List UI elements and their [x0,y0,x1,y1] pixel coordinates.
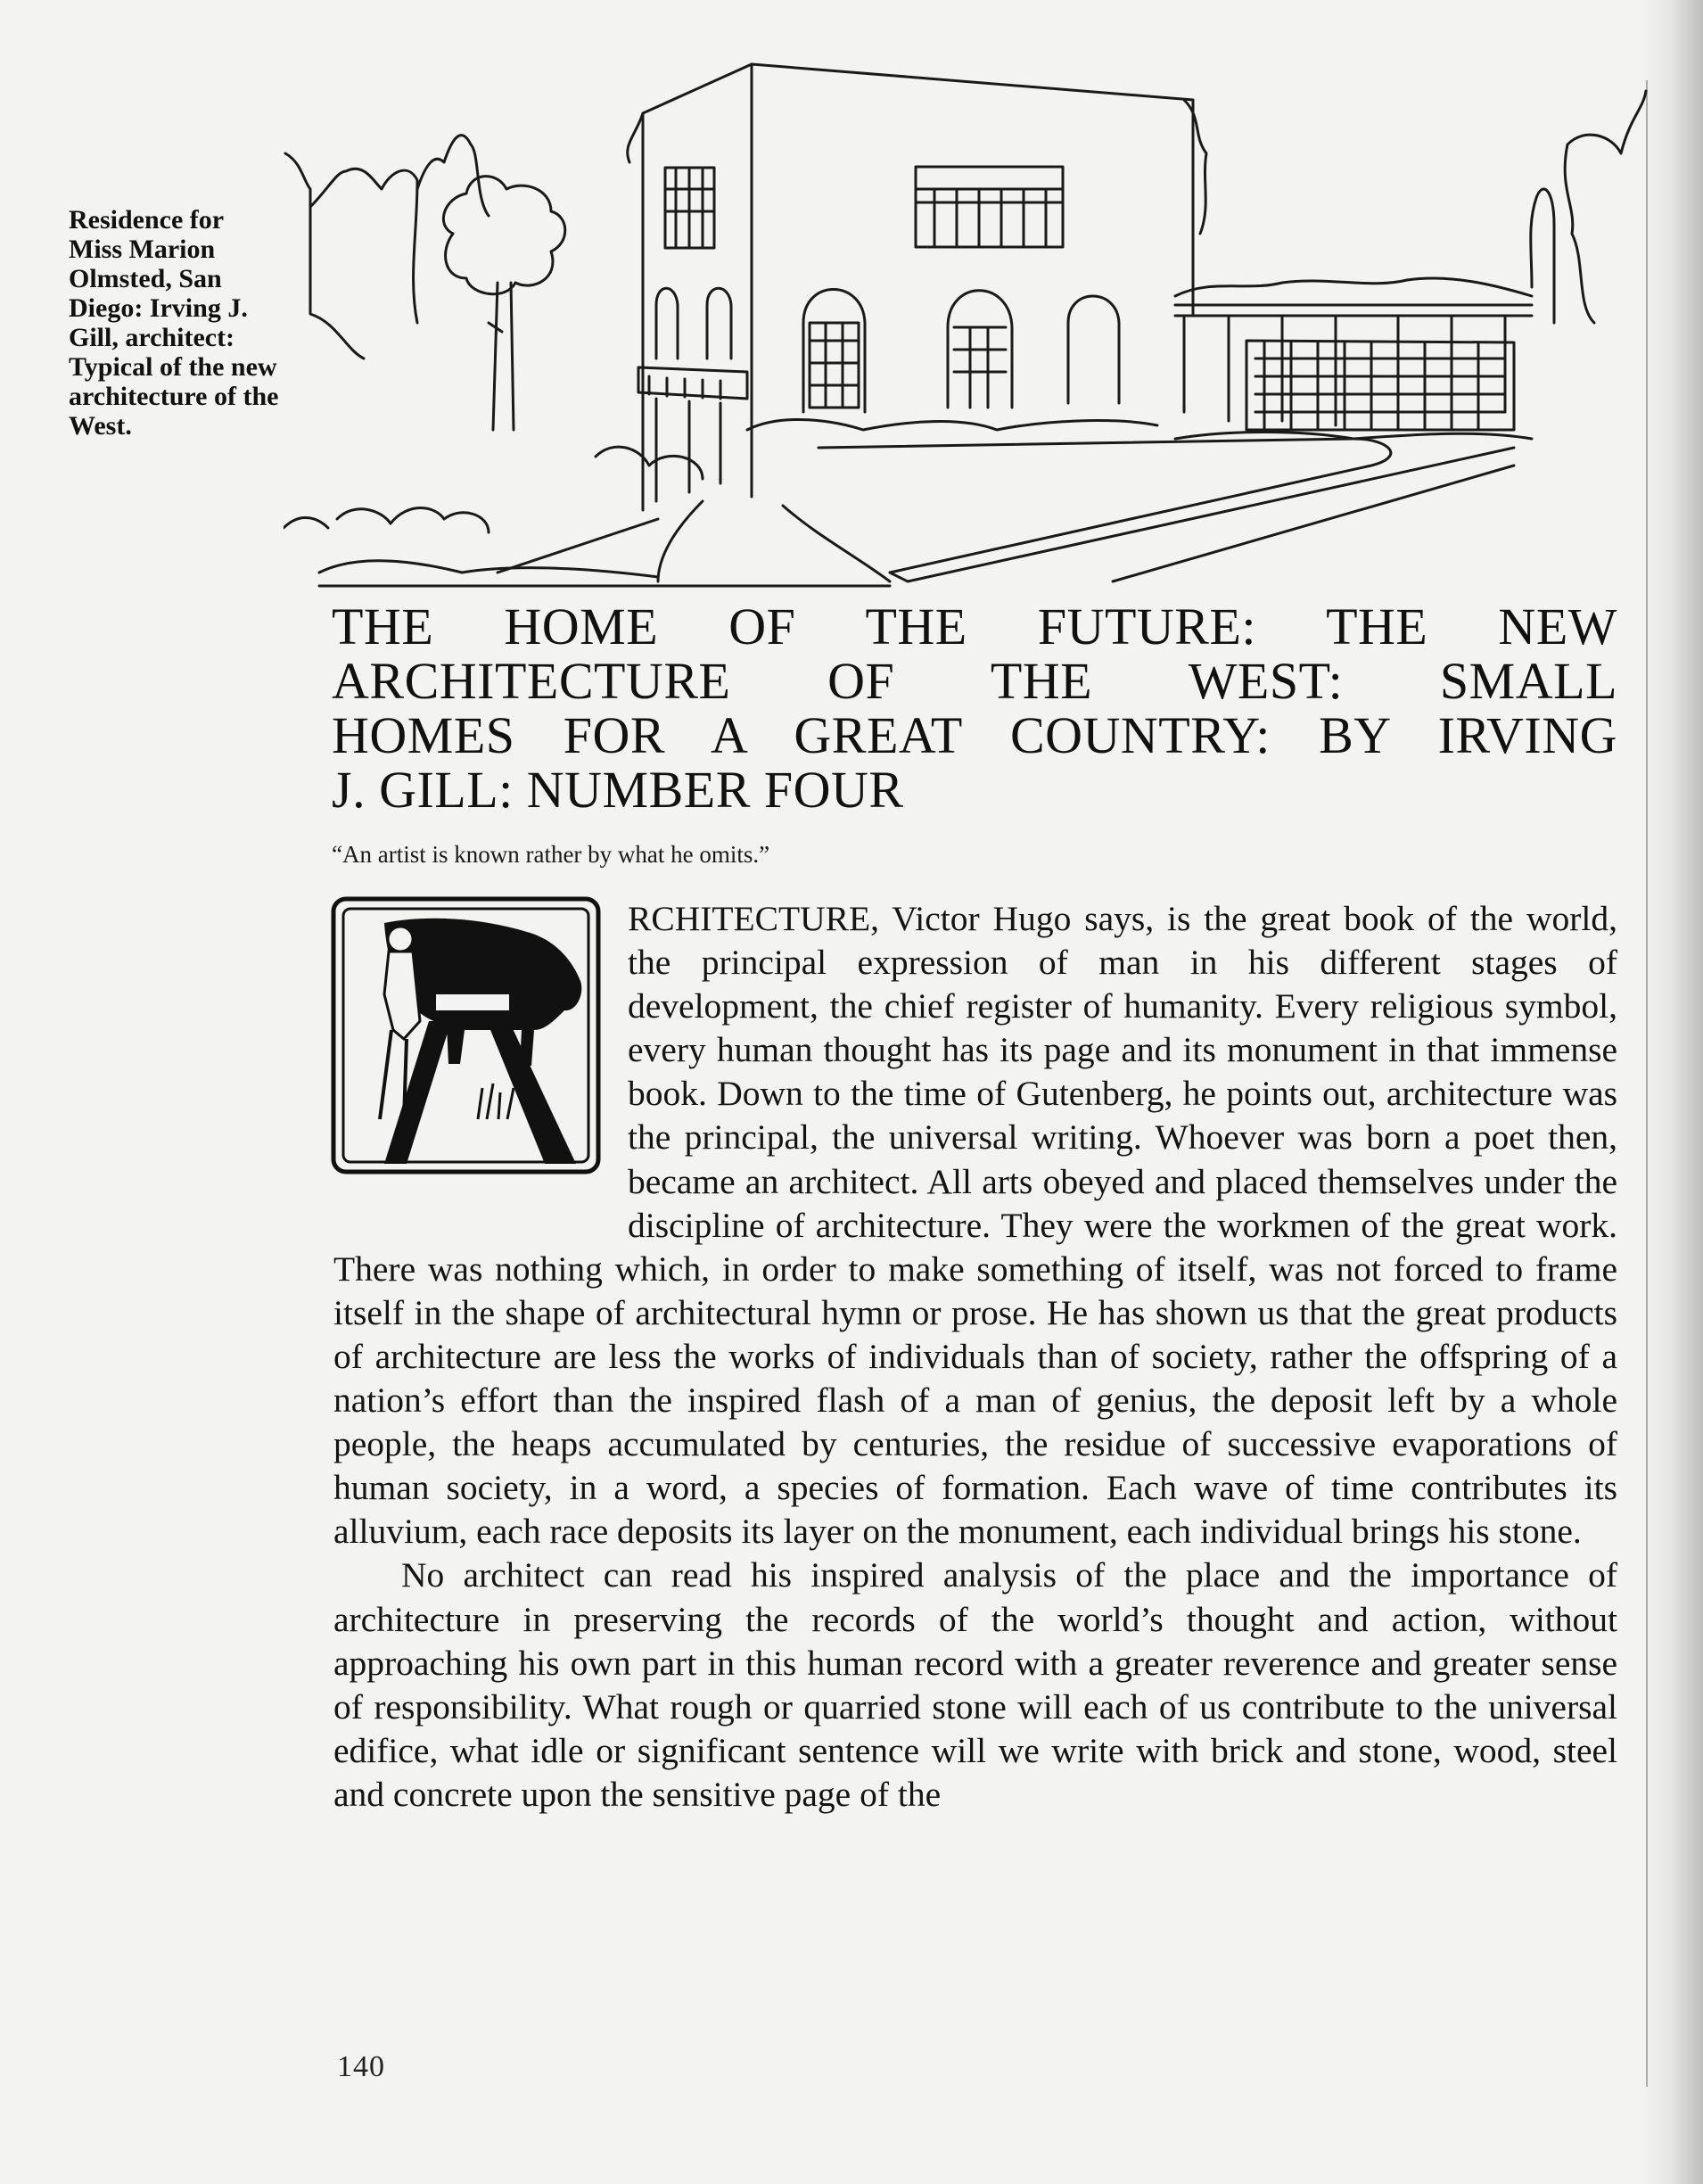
page-edge-shadow [1641,0,1703,2184]
title-line: THE HOME OF THE FUTURE: THE NEW [332,598,1617,655]
title-line: HOMES FOR A GREAT COUNTRY: BY IRVING [332,706,1617,764]
residence-illustration [284,55,1648,590]
article-title [332,599,1617,817]
illustration-caption: Residence for Miss Marion Olmsted, San Diego: Irving J. Gill, architect: Typical of the new architecture of the West. [69,205,279,441]
article-body [333,897,1617,1817]
body-paragraph: RCHITECTURE, Victor Hugo says, is the great book of the world, the principal expression of man in his different stages of development, the chief register of humanity. Every religious symbol, every human thought has its page and its monument in that immense book. Down to the time of Gutenberg, he points out, architecture was the principal, the universal writing. Whoever was born a poet then, became an architect. All arts obeyed and placed themselves under the discipline of architecture. They were the workmen of the great work. There was nothing which, in order to make something of itself, was not forced to frame itself in the shape of architectural hymn or prose. He has shown us that the great products of architecture are less the works of individuals than of society, rather the offspring of a nation’s effort than the inspired flash of a man of genius, the deposit left by a whole people, the heaps accumulated by centuries, the residue of successive evaporations of human society, in a word, a species of formation. Each wave of time contributes its alluvium, each race deposits its layer on the monument, each individual brings his stone. [333,899,1617,1552]
dropcap-space [333,897,628,1243]
page-number: 140 [337,2050,385,2083]
epigraph: “An artist is known rather by what he omits.” [332,841,770,868]
title-line: ARCHITECTURE OF THE WEST: SMALL [332,652,1617,710]
body-paragraph: No architect can read his inspired analysis of the place and the importance of architecture in preserving the records of the world’s thought and action, without approaching his own part in this human record with a greater reverence and greater sense of responsibility. What rough or quarried stone will each of us contribute to the universal edifice, what idle or significant sentence will we write with brick and stone, wood, steel and concrete upon the sensitive page of the [333,1555,1617,1814]
title-line: J. GILL: NUMBER FOUR [332,761,904,819]
